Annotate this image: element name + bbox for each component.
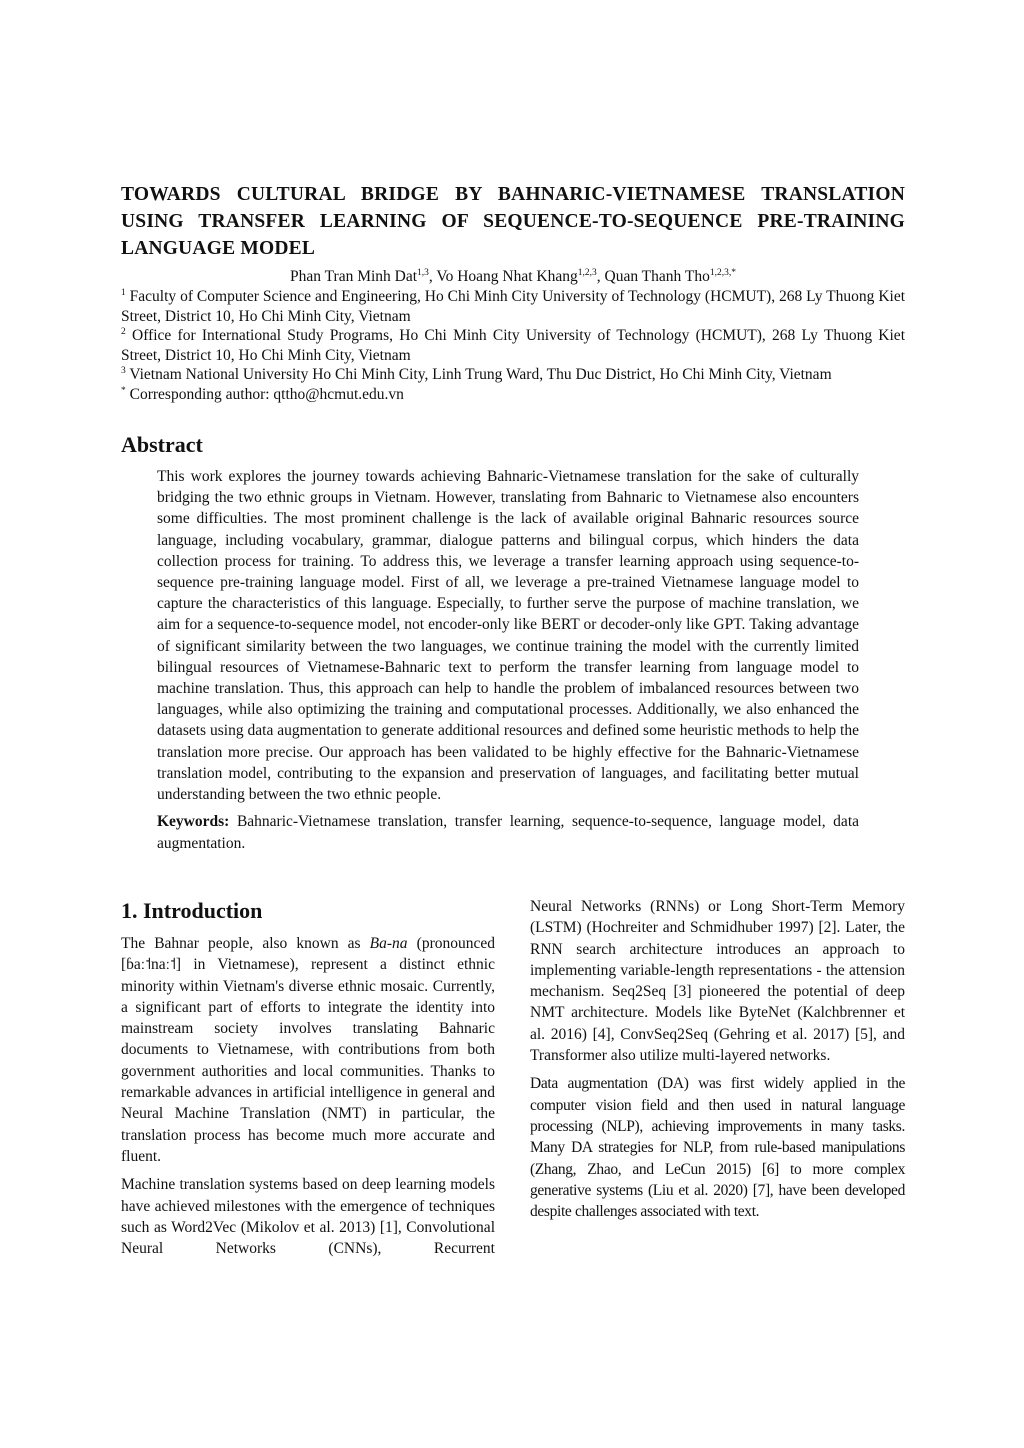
keywords [157, 811, 859, 854]
affiliation: $^2$ Office for International Study Programs, Ho Chi Minh City University of Technology (HCMUT), 268 Ly Thuong Kiet Street, District 10, Ho Chi Minh City, Vietnam [121, 327, 905, 364]
author: Phan Tran Minh Dat$^{1,3}$, [290, 268, 437, 285]
intro-paragraph-2-continued: Neural Networks (RNNs) or Long Short-Term Memory (LSTM) (Hochreiter and Schmidhuber 1997) [2]. Later, the RNN search architecture introduces an approach to implementing variable-length representations - the attension mechanism. Seq2Seq [3] pioneered the potential of deep NMT architecture. Models like ByteNet (Kalchbrenner et al. 2016) [4], ConvSeq2Seq (Gehring et al. 2017) [5], and Transformer also utilize multi-layered networks. [530, 898, 905, 1065]
abstract-body: This work explores the journey towards achieving Bahnaric-Vietnamese translation for the sake of culturally bridging the two ethnic groups in Vietnam. However, translating from Bahnaric to Vietnamese also encounters some difficulties. The most prominent challenge is the lack of available original Bahnaric resources source language, including vocabulary, grammar, dialogue patterns and bilingual corpus, which hinders the data collection process for training. To address this, we leverage a transfer learning approach using sequence-to-sequence pre-training language model. First of all, we leverage a pre-trained Vietnamese language model to capture the characteristics of this language. Especially, to further serve the purpose of machine translation, we aim for a sequence-to-sequence model, not encoder-only like BERT or decoder-only like GPT. Taking advantage of significant similarity between the two languages, we continue training the model with the currently limited bilingual resources of Vietnamese-Bahnaric text to perform the transfer learning from language model to machine translation. Thus, this approach can help to handle the problem of imbalanced resources between two languages, while also optimizing the training and computational processes. Additionally, we also enhanced the datasets using data augmentation to generate additional resources and defined some heuristic methods to help the translation more precise. Our approach has been validated to be highly effective for the Bahnaric-Vietnamese translation model, contributing to the expansion and preservation of languages, and facilitating better mutual understanding between the two ethnic people. [157, 468, 859, 804]
author: Vo Hoang Nhat Khang$^{1,2,3}$, [436, 268, 605, 285]
corresponding-author: * Corresponding author: qttho@hcmut.edu.vn [121, 385, 404, 403]
intro-paragraph-2: Machine translation systems based on deep learning models have achieved milestones with the emergence of techniques such as Word2Vec (Mikolov et al. 2013) [1], Convolutional Neural Networks (CNNs), Recurrent [121, 1176, 495, 1258]
author-list [121, 267, 905, 287]
intro-paragraph-3: Data augmentation (DA) was first widely applied in the computer vision field and then used in natural language processing (NLP), achieving improvements in many tasks. Many DA strategies for NLP, from rule-based manipulations (Zhang, Zhao, and LeCun 2015) [6] to more complex generative systems (Liu et al. 2020) [7], have been developed despite challenges associated with text. [530, 1075, 905, 1221]
introduction-heading: 1. Introduction [121, 898, 263, 923]
intro-paragraph-1: The Bahnar people, also known as Ba-na (pronounced [ɓaː˦naː˦] in Vietnamese), represent a distinct ethnic minority within Vietnam's diverse ethnic mosaic. Currently, a significant part of efforts to integrate the identity into mainstream society involves translating Bahnaric documents to Vietnamese, with contributions from both government authorities and local communities. Thanks to remarkable advances in artificial intelligence in general and Neural Machine Translation (NMT) in particular, the translation process has become much more accurate and fluent. [121, 935, 495, 1165]
keywords-label: Keywords: [157, 813, 230, 831]
right-column [530, 896, 905, 1229]
left-column [121, 897, 495, 1266]
paper-page [121, 181, 905, 854]
affiliation: $^1$ Faculty of Computer Science and Engineering, Ho Chi Minh City University of Technology (HCMUT), 268 Ly Thuong Kiet Street, District 10, Ho Chi Minh City, Vietnam [121, 288, 905, 325]
author: Quan Thanh Tho$^{1,2,3,*}$ [604, 268, 736, 285]
keywords-text: Bahnaric-Vietnamese translation, transfer learning, sequence-to-sequence, language model, data augmentation. [157, 813, 860, 852]
paper-title: TOWARDS CULTURAL BRIDGE BY BAHNARIC-VIETNAMESE TRANSLATION USING TRANSFER LEARNING OF SEQUENCE-TO-SEQUENCE PRE-TRAINING LANGUAGE MODEL [121, 184, 905, 259]
affiliation: $^3$ Vietnam National University Ho Chi Minh City, Linh Trung Ward, Thu Duc District, Ho Chi Minh City, Vietnam [121, 366, 832, 383]
abstract-heading: Abstract [121, 432, 203, 457]
